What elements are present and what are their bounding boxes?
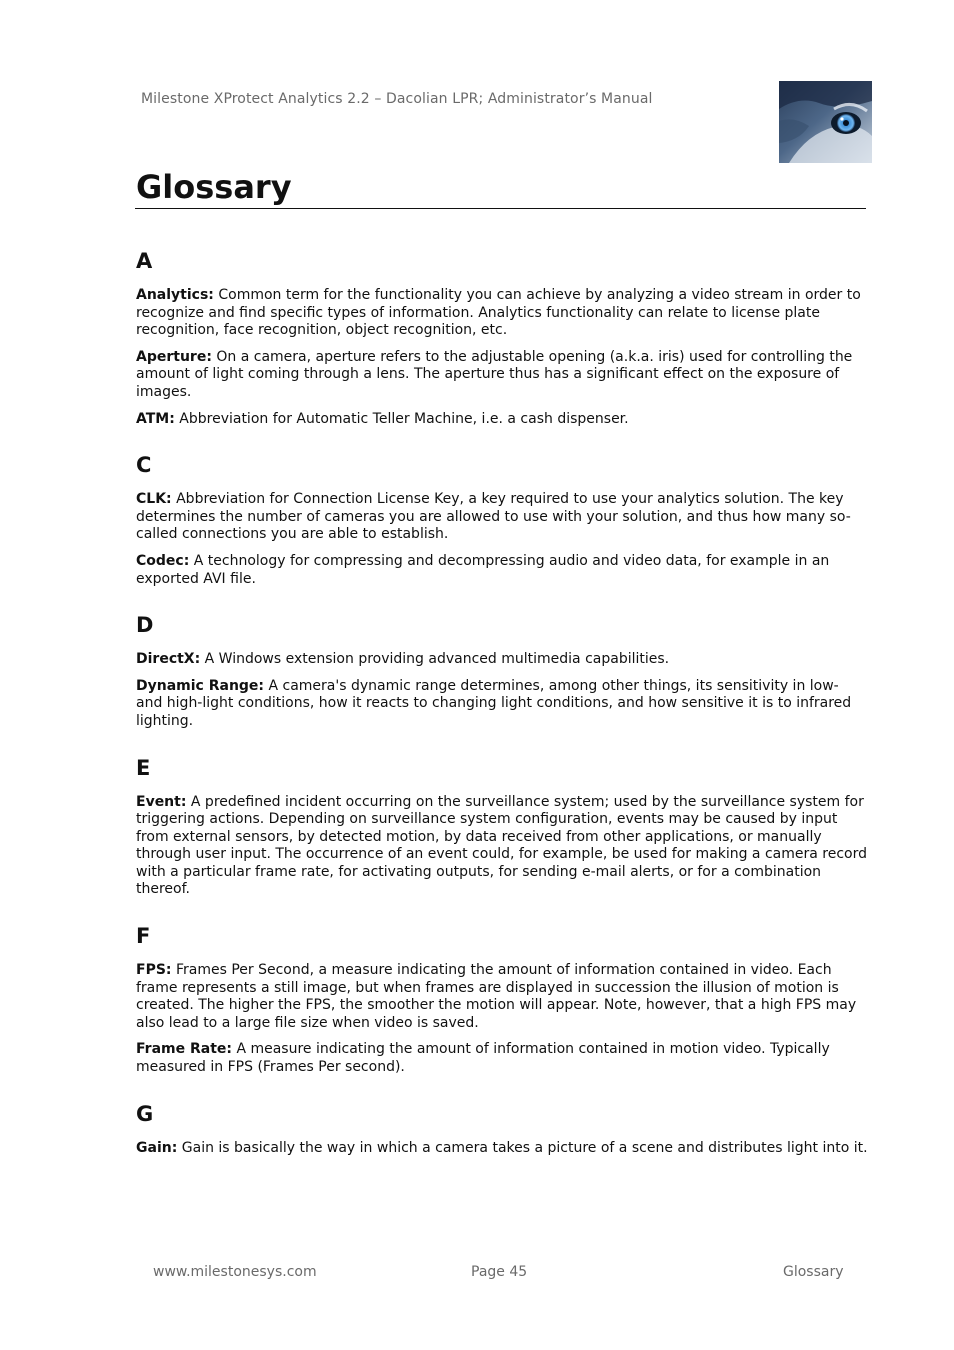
entry-definition: Frames Per Second, a measure indicating the amount of information contained in video. Each frame represents a still image, but when frames are displayed in succession the illusion of motion is created. The higher the FPS, the smoother the motion will appear. Note, however, that a high FPS may also lead to a large file size when video is saved. xyxy=(136,962,857,1031)
wolf-eye-icon xyxy=(779,81,872,163)
entry-definition: A measure indicating the amount of information contained in motion video. Typically measured in FPS (Frames Per second). xyxy=(136,1041,830,1076)
entry-term: Aperture: xyxy=(136,348,212,365)
section-letter: G xyxy=(136,1101,154,1126)
glossary-section-a xyxy=(136,248,868,428)
document-header-title: Milestone XProtect Analytics 2.2 – Dacolian LPR; Administrator’s Manual xyxy=(141,91,653,107)
entry-definition: On a camera, aperture refers to the adjustable opening (a.k.a. iris) used for controlling the amount of light coming through a lens. The aperture thus has a significant effect on the exposure of images. xyxy=(136,348,853,400)
entry-definition: Gain is basically the way in which a camera takes a picture of a scene and distributes light into it. xyxy=(177,1139,868,1156)
entry-term: CLK: xyxy=(136,491,172,508)
entry-term: Event: xyxy=(136,793,187,810)
entry-definition: A camera's dynamic range determines, among other things, its sensitivity in low- and high-light conditions, how it reacts to changing light conditions, and how sensitive it is to infrared lighting. xyxy=(136,677,852,729)
section-letter: A xyxy=(136,249,153,273)
glossary-entry xyxy=(136,349,868,402)
entry-term: FPS: xyxy=(136,962,172,979)
entry-definition: Abbreviation for Connection License Key, a key required to use your analytics solution. The key determines the number of cameras you are allowed to use with your solution, and thus how many so-called connections you are able to establish. xyxy=(136,491,851,543)
section-letter: C xyxy=(136,453,152,478)
glossary-section-e xyxy=(136,755,868,900)
entry-term: DirectX: xyxy=(136,651,201,668)
title-divider xyxy=(135,208,866,209)
entry-term: ATM: xyxy=(136,410,175,427)
section-letter: F xyxy=(136,924,151,949)
section-letter: D xyxy=(136,613,154,638)
glossary-entry xyxy=(136,678,868,731)
footer-page-number: Page 45 xyxy=(471,1264,528,1280)
entry-definition: Common term for the functionality you can achieve by analyzing a video stream in order to recognize and find specific types of information. Analytics functionality can relate to license plate recognition, face recognition, object recognition, etc. xyxy=(136,287,861,339)
glossary-section-f xyxy=(136,923,868,1077)
glossary-content xyxy=(136,248,868,1181)
entry-definition: Abbreviation for Automatic Teller Machine, i.e. a cash dispenser. xyxy=(174,410,629,427)
entry-term: Dynamic Range: xyxy=(136,677,265,694)
entry-definition: A Windows extension providing advanced multimedia capabilities. xyxy=(200,651,670,668)
entry-term: Codec: xyxy=(136,552,190,569)
glossary-entry xyxy=(136,1140,868,1158)
page-title: Glossary xyxy=(136,168,292,206)
glossary-entry xyxy=(136,794,868,900)
glossary-entry xyxy=(136,491,868,544)
entry-term: Frame Rate: xyxy=(136,1041,232,1058)
glossary-entry xyxy=(136,1041,868,1076)
glossary-entry xyxy=(136,651,868,669)
glossary-entry xyxy=(136,287,868,340)
footer-website-link[interactable]: www.milestonesys.com xyxy=(153,1264,317,1280)
glossary-entry xyxy=(136,962,868,1032)
glossary-entry xyxy=(136,411,868,429)
glossary-section-d xyxy=(136,612,868,730)
footer-section-name: Glossary xyxy=(783,1264,844,1280)
entry-definition: A technology for compressing and decompressing audio and video data, for example in an exported AVI file. xyxy=(136,552,830,587)
entry-definition: A predefined incident occurring on the surveillance system; used by the surveillance system for triggering actions. Depending on surveillance system configuration, events may be caused by input from external sensors, by detected motion, by data received from other applications, or manually through user input. The occurrence of an event could, for example, be used for making a camera record with a particular frame rate, for activating outputs, for sending e-mail alerts, or for a combination thereof. xyxy=(136,793,867,898)
entry-term: Analytics: xyxy=(136,287,214,303)
glossary-section-g xyxy=(136,1101,868,1158)
section-letter: E xyxy=(136,755,151,780)
entry-term: Gain: xyxy=(136,1139,178,1156)
glossary-entry xyxy=(136,553,868,588)
glossary-section-c xyxy=(136,452,868,588)
